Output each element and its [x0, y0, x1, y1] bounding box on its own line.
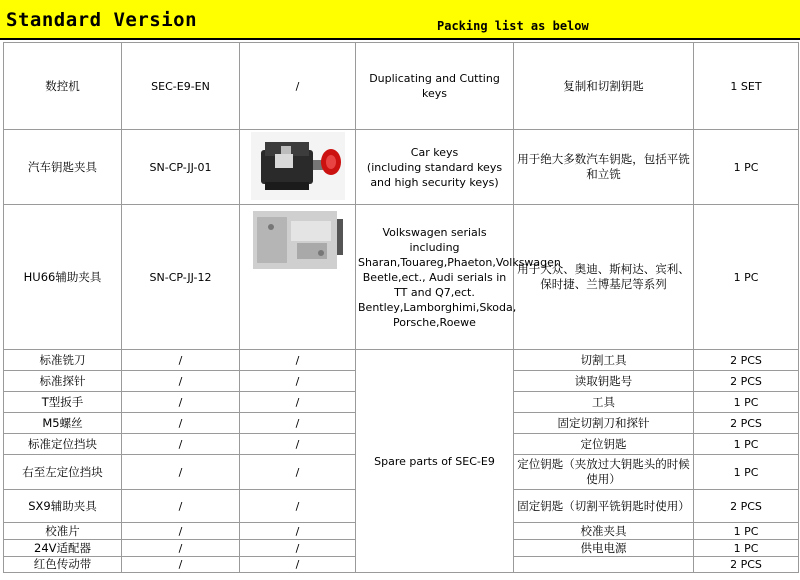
page-subtitle: Packing list as below — [437, 19, 589, 33]
item-image: / — [240, 455, 356, 490]
item-name: 右至左定位挡块 — [4, 455, 122, 490]
item-qty: 2 PCS — [694, 413, 799, 434]
item-desc-cn: 定位钥匙 — [514, 434, 694, 455]
item-image: / — [240, 392, 356, 413]
item-desc-en — [356, 130, 514, 205]
item-code: / — [122, 413, 240, 434]
item-qty: 1 PC — [694, 205, 799, 350]
item-code: SEC-E9-EN — [122, 43, 240, 130]
item-code: / — [122, 523, 240, 540]
item-image: / — [240, 413, 356, 434]
item-name: 校准片 — [4, 523, 122, 540]
table-row — [4, 43, 799, 130]
item-code: SN-CP-JJ-12 — [122, 205, 240, 350]
desc-text: Car keys (including standard keys and high security keys) — [366, 145, 503, 189]
item-code: / — [122, 490, 240, 523]
item-name: 24V适配器 — [4, 540, 122, 557]
header-banner — [0, 0, 800, 40]
item-image: / — [240, 490, 356, 523]
item-desc-cn: 校准夹具 — [514, 523, 694, 540]
table-row — [4, 350, 799, 371]
item-desc-en: Volkswagen serials including Sharan,Touareg,Phaeton,Volkswagen Beetle,ect., Audi serials in TT and Q7,ect. Bentley,Lamborghimi,Skoda, Porsche,Roewe — [356, 205, 514, 350]
item-image: / — [240, 540, 356, 557]
item-desc-cn: 固定切割刀和探针 — [514, 413, 694, 434]
item-desc-cn: 用于大众、奥迪、斯柯达、宾利、保时捷、兰博基尼等系列 — [514, 205, 694, 350]
page-title: Standard Version — [6, 9, 198, 31]
table-row — [4, 205, 799, 350]
item-qty: 1 PC — [694, 540, 799, 557]
item-qty: 2 PCS — [694, 350, 799, 371]
item-image: / — [240, 43, 356, 130]
item-name: HU66辅助夹具 — [4, 205, 122, 350]
item-name: 数控机 — [4, 43, 122, 130]
item-name: SX9辅助夹具 — [4, 490, 122, 523]
item-qty: 2 PCS — [694, 490, 799, 523]
item-image: / — [240, 523, 356, 540]
item-name: 汽车钥匙夹具 — [4, 130, 122, 205]
item-name: M5螺丝 — [4, 413, 122, 434]
item-desc-cn: 切割工具 — [514, 350, 694, 371]
item-code: / — [122, 557, 240, 573]
item-code: SN-CP-JJ-01 — [122, 130, 240, 205]
item-image: / — [240, 371, 356, 392]
table-row — [4, 130, 799, 205]
item-name: T型扳手 — [4, 392, 122, 413]
item-image: / — [240, 434, 356, 455]
item-name: 红色传动带 — [4, 557, 122, 573]
item-desc-cn: 读取钥匙号 — [514, 371, 694, 392]
fixture-photo — [251, 207, 345, 275]
item-qty: 2 PCS — [694, 371, 799, 392]
item-desc-en: Duplicating and Cutting keys — [356, 43, 514, 130]
item-desc-cn: 供电电源 — [514, 540, 694, 557]
item-name: 标准定位挡块 — [4, 434, 122, 455]
item-qty: 1 PC — [694, 434, 799, 455]
spare-parts-label — [356, 350, 514, 573]
packing-list-table — [3, 42, 799, 573]
clamp-photo — [251, 132, 345, 204]
item-code: / — [122, 392, 240, 413]
item-desc-cn: 工具 — [514, 392, 694, 413]
item-name: 标准铣刀 — [4, 350, 122, 371]
item-image: / — [240, 350, 356, 371]
item-desc-cn: 用于绝大多数汽车钥匙，包括平铣和立铣 — [514, 130, 694, 205]
item-qty: 1 PC — [694, 130, 799, 205]
item-image — [240, 205, 356, 350]
item-name: 标准探针 — [4, 371, 122, 392]
item-qty: 1 SET — [694, 43, 799, 130]
item-code: / — [122, 540, 240, 557]
item-qty: 1 PC — [694, 455, 799, 490]
item-desc-cn: 定位钥匙（夹放过大钥匙头的时候使用） — [514, 455, 694, 490]
item-qty: 2 PCS — [694, 557, 799, 573]
item-desc-cn: 固定钥匙（切割平铣钥匙时使用） — [514, 490, 694, 523]
item-code: / — [122, 455, 240, 490]
item-image: / — [240, 557, 356, 573]
spare-label-text: Spare parts of SEC-E9 — [374, 454, 495, 468]
item-desc-cn: 复制和切割钥匙 — [514, 43, 694, 130]
item-desc-cn — [514, 557, 694, 573]
item-code: / — [122, 350, 240, 371]
item-code: / — [122, 434, 240, 455]
item-qty: 1 PC — [694, 392, 799, 413]
item-code: / — [122, 371, 240, 392]
item-qty: 1 PC — [694, 523, 799, 540]
item-image — [240, 130, 356, 205]
